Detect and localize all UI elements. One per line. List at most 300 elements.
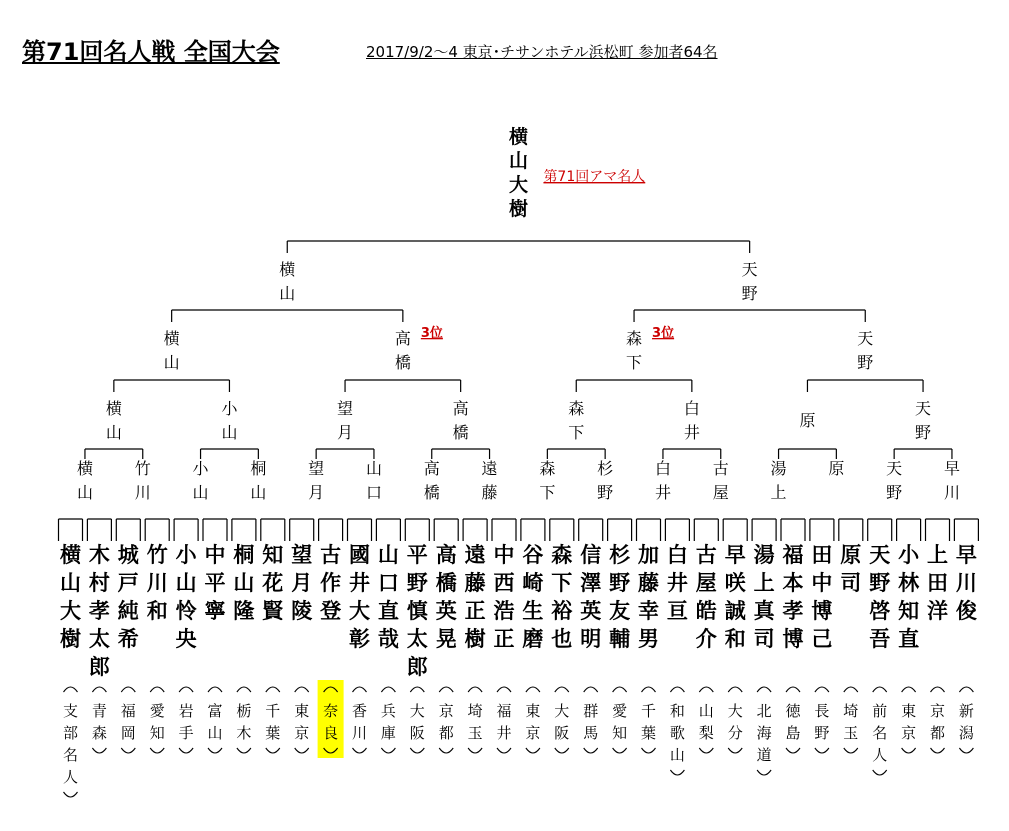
player-name <box>176 543 198 651</box>
char: 下 <box>551 571 573 595</box>
char: 山 <box>60 571 81 595</box>
paren-close <box>468 748 482 753</box>
char: 徳 <box>785 702 801 720</box>
char: 知 <box>898 599 920 623</box>
char: 孝 <box>88 599 110 623</box>
semifinal-winner <box>857 329 873 372</box>
char: 島 <box>785 724 801 742</box>
char: 中 <box>811 571 833 595</box>
char: 咲 <box>724 571 746 595</box>
paren-open <box>353 687 367 692</box>
player-name <box>869 543 891 651</box>
paren-close <box>150 748 164 753</box>
char: 本 <box>782 571 804 595</box>
char: 作 <box>320 571 342 595</box>
char: 大 <box>349 599 370 623</box>
paren-open <box>873 687 887 692</box>
char: 和 <box>146 599 168 623</box>
char: 桐 <box>233 543 255 567</box>
char: 小 <box>192 459 209 478</box>
paren-open <box>64 687 78 692</box>
char: 京 <box>438 702 454 720</box>
finalist <box>279 260 295 303</box>
prefecture-label <box>785 702 801 742</box>
char: 口 <box>377 571 399 595</box>
char: 木 <box>236 724 252 742</box>
paren-open <box>959 687 973 692</box>
char: 加 <box>638 543 659 567</box>
player-name <box>407 543 430 679</box>
char: 横 <box>76 459 93 478</box>
char: 國 <box>349 543 370 567</box>
char: 湯 <box>770 459 787 478</box>
paren-open <box>439 687 453 692</box>
char: 上 <box>927 543 948 567</box>
char: 上 <box>753 571 775 595</box>
char: 福 <box>782 543 804 567</box>
quarterfinal-winner <box>453 399 469 442</box>
char: 中 <box>204 543 226 567</box>
paren-close <box>497 748 511 753</box>
char: 明 <box>580 627 602 651</box>
paren-open <box>670 687 684 692</box>
paren-open <box>786 687 800 692</box>
paren-close <box>295 748 309 753</box>
char: 林 <box>898 571 920 595</box>
char: 和 <box>724 627 746 651</box>
char: 愛 <box>612 702 628 720</box>
quarterfinal-winner <box>337 399 353 442</box>
char: 野 <box>915 423 932 442</box>
char: 青 <box>91 702 107 720</box>
char: 杉 <box>609 543 631 567</box>
third-place-note: 3位 <box>652 326 675 341</box>
char: 橋 <box>452 423 469 442</box>
char: 横 <box>279 260 296 279</box>
prefecture-label <box>496 702 511 742</box>
quarterfinal-winner <box>915 399 931 442</box>
paren-open <box>815 687 829 692</box>
player-name <box>956 543 977 623</box>
char: 竹 <box>146 543 168 567</box>
char: 新 <box>958 702 974 720</box>
paren-close <box>526 748 540 753</box>
char: 前 <box>872 702 888 720</box>
char: 知 <box>612 724 628 742</box>
char: 東 <box>525 702 541 720</box>
char: 賢 <box>262 599 284 623</box>
paren-close <box>699 748 713 753</box>
prefecture-label <box>699 702 714 742</box>
paren-open <box>295 687 309 692</box>
char: 野 <box>406 571 428 595</box>
char: 愛 <box>149 702 165 720</box>
paren-open <box>92 687 106 692</box>
char: 慎 <box>406 599 428 623</box>
round16-winner <box>482 459 498 502</box>
char: 山 <box>250 483 267 502</box>
char: 福 <box>120 702 136 720</box>
paren-close <box>64 792 78 797</box>
prefecture-label <box>410 702 425 742</box>
char: 真 <box>753 599 775 623</box>
prefecture-label <box>63 702 78 786</box>
char: 城 <box>117 543 139 567</box>
char: 葉 <box>640 724 657 742</box>
paren-open <box>468 687 482 692</box>
char: 森 <box>626 329 643 348</box>
char: 直 <box>377 599 399 623</box>
char: 野 <box>597 483 614 502</box>
char: 直 <box>898 627 920 651</box>
char: 孝 <box>782 599 804 623</box>
prefecture-label <box>121 702 136 742</box>
champion-name <box>508 125 528 220</box>
char: 東 <box>901 702 917 720</box>
char: 大 <box>60 599 81 623</box>
char: 村 <box>88 571 110 595</box>
char: 庫 <box>380 724 396 742</box>
prefecture-label <box>236 702 251 742</box>
char: 野 <box>609 571 631 595</box>
prefecture-label <box>612 702 627 742</box>
char: 望 <box>308 459 325 478</box>
prefecture-label <box>179 702 194 742</box>
char: 司 <box>840 571 862 595</box>
char: 森 <box>91 724 107 742</box>
char: 北 <box>756 702 772 720</box>
char: 下 <box>568 423 585 442</box>
paren-close <box>670 770 684 775</box>
char: 天 <box>741 260 758 279</box>
char: 樹 <box>464 627 486 651</box>
char: 中 <box>493 543 515 567</box>
round16-winner <box>135 459 151 502</box>
round16-winner <box>828 459 844 478</box>
paren-close <box>959 748 973 753</box>
char: 天 <box>869 543 891 567</box>
char: 知 <box>149 724 165 742</box>
quarterfinal-winner <box>221 399 238 442</box>
char: 古 <box>695 543 717 567</box>
char: 山 <box>207 724 223 742</box>
char: 屋 <box>695 571 717 595</box>
quarterfinal-winner <box>684 399 700 442</box>
player-name <box>349 543 370 651</box>
char: 天 <box>857 329 874 348</box>
char: 藤 <box>481 483 498 502</box>
prefecture-label <box>439 702 454 742</box>
round16-winner <box>366 459 382 502</box>
round16-winner <box>713 459 729 502</box>
char: 藤 <box>464 571 486 595</box>
char: 啓 <box>869 599 891 623</box>
char: 和 <box>669 702 685 720</box>
char: 川 <box>955 571 977 595</box>
paren-open <box>208 687 222 692</box>
char: 名 <box>872 724 888 742</box>
round16-winner <box>944 459 960 502</box>
char: 友 <box>609 599 631 623</box>
char: 望 <box>291 543 313 567</box>
prefecture-label <box>92 702 107 742</box>
char: 太 <box>406 627 428 651</box>
char: 希 <box>117 627 139 651</box>
char: 山 <box>105 423 122 442</box>
char: 英 <box>580 599 602 623</box>
char: 長 <box>814 702 830 720</box>
char: 晃 <box>435 627 457 651</box>
paren-close <box>931 748 945 753</box>
paren-close <box>728 748 742 753</box>
char: 杉 <box>597 459 614 478</box>
char: 英 <box>435 599 457 623</box>
paren-close <box>381 748 395 753</box>
paren-open <box>497 687 511 692</box>
char: 井 <box>496 724 512 742</box>
char: 介 <box>695 627 717 651</box>
paren-close <box>873 770 887 775</box>
quarterfinal-winner <box>568 399 584 442</box>
prefecture-label <box>265 702 280 742</box>
char: 岡 <box>120 724 136 742</box>
char: 天 <box>886 459 903 478</box>
char: 登 <box>320 599 342 623</box>
paren-close <box>237 748 251 753</box>
char: 崎 <box>522 571 544 595</box>
prefecture-label <box>814 702 829 742</box>
round16-winner <box>308 459 324 502</box>
player-name <box>667 543 688 623</box>
char: 下 <box>626 353 643 372</box>
char: 湯 <box>753 543 775 567</box>
char: 亘 <box>666 599 688 623</box>
player-name <box>205 543 226 623</box>
char: 森 <box>551 543 573 567</box>
char: 寧 <box>204 599 226 623</box>
char: 哉 <box>377 627 399 651</box>
char: 川 <box>351 724 368 742</box>
char: 下 <box>539 483 556 502</box>
player-name <box>522 543 543 651</box>
char: 横 <box>163 329 180 348</box>
char: 月 <box>291 571 313 595</box>
char: 陵 <box>291 599 313 623</box>
paren-open <box>584 687 598 692</box>
char: 馬 <box>583 724 599 742</box>
char: 名 <box>62 746 79 764</box>
char: 西 <box>493 571 515 595</box>
round16-winner <box>424 459 440 502</box>
char: 野 <box>869 571 891 595</box>
char: 道 <box>756 746 772 764</box>
player-name <box>811 543 832 651</box>
player-name <box>494 543 515 651</box>
char: 橋 <box>394 353 411 372</box>
prefecture-label <box>352 702 367 742</box>
prefecture-label <box>468 702 483 742</box>
round16-winner <box>250 459 266 502</box>
paren-close <box>266 748 280 753</box>
char: 古 <box>320 543 342 567</box>
char: 山 <box>221 423 238 442</box>
char: 高 <box>435 543 457 567</box>
player-name <box>580 543 601 651</box>
player-name <box>927 543 948 623</box>
char: 富 <box>207 702 223 720</box>
char: 小 <box>898 543 920 567</box>
player-name <box>261 543 285 623</box>
char: 千 <box>265 702 281 720</box>
char: 信 <box>580 543 602 567</box>
char: 福 <box>496 702 512 720</box>
round16-winner <box>539 459 555 502</box>
char: 横 <box>508 126 528 148</box>
char: 奈 <box>323 702 339 720</box>
paren-close <box>121 748 135 753</box>
player-name <box>551 543 573 651</box>
char: 樹 <box>508 198 528 220</box>
prefecture-label <box>554 702 569 742</box>
char: 井 <box>349 571 370 595</box>
round16-winner <box>655 459 671 502</box>
char: 野 <box>814 724 830 742</box>
round16-winner <box>77 459 93 502</box>
char: 群 <box>583 702 599 720</box>
char: 磨 <box>522 627 544 651</box>
char: 原 <box>840 543 862 567</box>
char: 知 <box>262 543 284 567</box>
char: 葉 <box>265 724 281 742</box>
paren-close <box>92 748 106 753</box>
paren-close <box>555 748 569 753</box>
player-name <box>609 543 631 651</box>
char: 太 <box>88 627 110 651</box>
char: 博 <box>782 627 804 651</box>
paren-close <box>757 770 771 775</box>
paren-close <box>613 748 627 753</box>
prefecture-label <box>583 702 598 742</box>
round16-winner <box>193 459 210 502</box>
char: 山 <box>669 746 685 764</box>
char: 千 <box>640 702 657 720</box>
prefecture-label <box>294 702 309 742</box>
char: 桐 <box>250 459 267 478</box>
prefecture-label <box>670 702 685 764</box>
bracket-labels <box>59 125 977 786</box>
char: 分 <box>727 724 743 742</box>
char: 山 <box>233 571 255 595</box>
char: 都 <box>929 724 946 742</box>
char: 人 <box>872 746 888 764</box>
char: 谷 <box>522 543 544 567</box>
char: 樹 <box>60 627 81 651</box>
char: 誠 <box>724 599 746 623</box>
char: 天 <box>915 399 932 418</box>
char: 橋 <box>423 483 440 502</box>
player-name <box>696 543 717 651</box>
char: 白 <box>666 543 688 567</box>
paren-open <box>381 687 395 692</box>
char: 井 <box>683 423 700 442</box>
player-name <box>89 543 110 679</box>
char: 兵 <box>380 702 396 720</box>
char: 京 <box>929 702 946 720</box>
char: 屋 <box>712 483 729 502</box>
semifinal-winner <box>626 329 642 372</box>
char: 山 <box>175 571 197 595</box>
paren-open <box>150 687 164 692</box>
player-name <box>147 543 168 623</box>
char: 生 <box>522 599 544 623</box>
prefecture-label <box>872 702 887 764</box>
char: 月 <box>308 483 325 502</box>
char: 山 <box>76 483 93 502</box>
char: 輔 <box>609 627 631 651</box>
paren-close <box>786 748 800 753</box>
char: 横 <box>60 543 81 567</box>
paren-open <box>179 687 193 692</box>
paren-open <box>410 687 424 692</box>
char: 森 <box>539 459 556 478</box>
player-name <box>465 543 486 651</box>
player-name <box>233 543 254 623</box>
round16-winner <box>886 459 902 502</box>
char: 博 <box>811 599 833 623</box>
semifinal-winner <box>395 329 411 372</box>
char: 山 <box>698 702 714 720</box>
paren-close <box>642 748 656 753</box>
char: 幸 <box>638 599 659 623</box>
paren-open <box>844 687 858 692</box>
char: 藤 <box>638 571 659 595</box>
char: 浩 <box>493 599 515 623</box>
paren-close <box>844 748 858 753</box>
char: 井 <box>666 571 688 595</box>
char: 山 <box>163 353 180 372</box>
char: 田 <box>811 543 833 567</box>
round16-winner <box>771 459 787 502</box>
player-name <box>378 543 399 651</box>
char: 央 <box>175 627 197 651</box>
char: 古 <box>712 459 729 478</box>
paren-open <box>757 687 771 692</box>
char: 月 <box>337 423 354 442</box>
char: 潟 <box>958 724 974 742</box>
char: 大 <box>727 702 743 720</box>
round16-winner <box>597 459 613 502</box>
char: 森 <box>568 399 585 418</box>
paren-open <box>555 687 569 692</box>
prefecture-label <box>381 702 396 742</box>
char: 歌 <box>669 724 685 742</box>
paren-open <box>121 687 135 692</box>
char: 高 <box>423 459 440 478</box>
prefecture-label <box>757 702 772 764</box>
player-name <box>783 543 804 651</box>
player-name <box>898 543 920 651</box>
paren-close <box>353 748 367 753</box>
char: 田 <box>927 571 948 595</box>
paren-close <box>902 748 916 753</box>
prefecture-label <box>207 702 222 742</box>
char: 皓 <box>695 599 717 623</box>
third-place-note: 3位 <box>420 326 443 341</box>
char: 白 <box>683 399 700 418</box>
quarterfinal-winner <box>799 411 815 430</box>
paren-open <box>613 687 627 692</box>
char: 早 <box>943 459 960 478</box>
